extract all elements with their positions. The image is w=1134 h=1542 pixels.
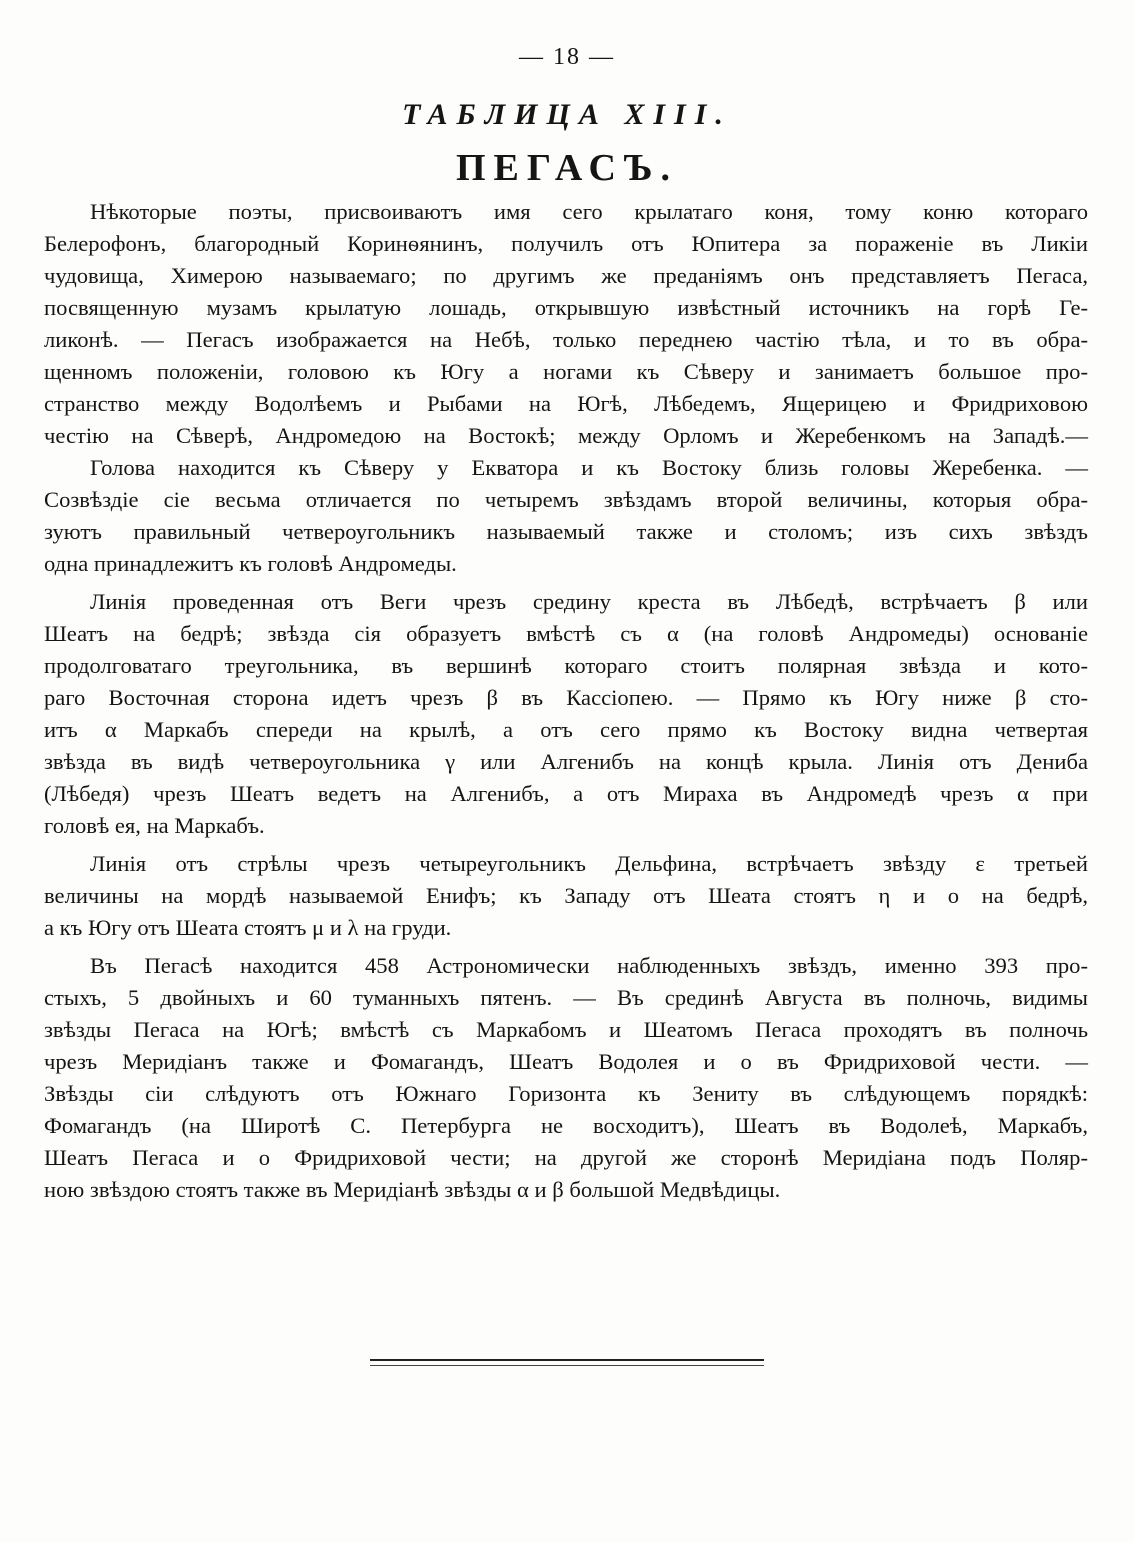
text-line: одна принадлежитъ къ головѣ Андромеды.	[44, 551, 457, 576]
constellation-title: ПЕГАСЪ.	[455, 147, 678, 189]
table-title: ТАБЛИЦА XIII.	[402, 98, 732, 131]
text-line: Шеатъ на бедрѣ; звѣзда сія образуетъ вмѣстѣ съ α (на головѣ Андромеды) основаніе	[44, 621, 1088, 646]
text-line: Голова находится къ Сѣверу у Екватора и къ Востоку близь головы Жеребенка. —	[90, 455, 1088, 480]
text-line: зуютъ правильный четвероугольникъ называемый также и столомъ; изъ сихъ звѣздъ	[44, 519, 1088, 544]
text-line: чудовища, Химерою называемаго; по другимъ же преданіямъ онъ представляетъ Пегаса,	[44, 263, 1088, 288]
text-line: продолговатаго треугольника, въ вершинѣ котораго стоитъ полярная звѣзда и кото-	[44, 653, 1088, 678]
text-line: Нѣкоторые поэты, присвоиваютъ имя сего крылатаго коня, тому коню котораго	[90, 199, 1088, 224]
text-line: а къ Югу отъ Шеата стоятъ μ и λ на груди.	[44, 915, 452, 940]
text-line: (Лѣбедя) чрезъ Шеатъ ведетъ на Алгенибъ, а отъ Мираха въ Андромедѣ чрезъ α при	[44, 781, 1088, 806]
text-line: Созвѣздіе сіе весьма отличается по четыремъ звѣздамъ второй величины, которыя обра-	[44, 487, 1088, 512]
text-line: Въ Пегасѣ находится 458 Астрономически наблюденныхъ звѣздъ, именно 393 про-	[90, 953, 1088, 978]
body-text	[44, 196, 1088, 1206]
text-line: головѣ ея, на Маркабъ.	[44, 813, 265, 838]
page-number: — 18 —	[519, 44, 615, 70]
text-line: Шеатъ Пегаса и ο Фридриховой чести; на другой же сторонѣ Меридіана подъ Поляр-	[44, 1145, 1088, 1170]
text-line: раго Восточная сторона идетъ чрезъ β въ Кассіопею. — Прямо къ Югу ниже β сто-	[44, 685, 1088, 710]
text-line: величины на мордѣ называемой Енифъ; къ Западу отъ Шеата стоятъ η и ο на бедрѣ,	[44, 883, 1088, 908]
text-line: щенномъ положеніи, головою къ Югу а ногами къ Сѣверу и занимаетъ большое про-	[44, 359, 1088, 384]
text-line: странство между Водолѣемъ и Рыбами на Югѣ, Лѣбедемъ, Ящерицею и Фридриховою	[44, 391, 1088, 416]
text-line: Звѣзды сіи слѣдуютъ отъ Южнаго Горизонта къ Зениту въ слѣдующемъ порядкѣ:	[44, 1081, 1088, 1106]
text-line: ликонѣ. — Пегасъ изображается на Небѣ, только переднею частію тѣла, и то въ обра-	[44, 327, 1088, 352]
text-line: ною звѣздою стоятъ также въ Меридіанѣ звѣзды α и β большой Медвѣдицы.	[44, 1177, 781, 1202]
text-line: итъ α Маркабъ спереди на крылѣ, а отъ сего прямо къ Востоку видна четвертая	[44, 717, 1088, 742]
text-line: Белерофонъ, благородный Коринѳянинъ, получилъ отъ Юпитера за пораженіе въ Ликіи	[44, 231, 1088, 256]
text-line: чрезъ Меридіанъ также и Фомагандъ, Шеатъ Водолея и ο въ Фридриховой чести. —	[44, 1049, 1088, 1074]
text-line: Линія проведенная отъ Веги чрезъ средину креста въ Лѣбедѣ, встрѣчаетъ β или	[90, 589, 1088, 614]
text-line: звѣзды Пегаса на Югѣ; вмѣстѣ съ Маркабомъ и Шеатомъ Пегаса проходятъ въ полночь	[44, 1017, 1088, 1042]
bottom-rule	[370, 1359, 764, 1361]
text-line: Фомагандъ (на Широтѣ С. Петербурга не восходитъ), Шеатъ въ Водолеѣ, Маркабъ,	[44, 1113, 1088, 1138]
text-line: честію на Сѣверѣ, Андромедою на Востокѣ; между Орломъ и Жеребенкомъ на Западѣ.—	[44, 423, 1088, 448]
text-line: посвященную музамъ крылатую лошадь, открывшую извѣстный источникъ на горѣ Ге-	[44, 295, 1088, 320]
text-line: стыхъ, 5 двойныхъ и 60 туманныхъ пятенъ. — Въ срединѣ Августа въ полночь, видимы	[44, 985, 1088, 1010]
text-line: Линія отъ стрѣлы чрезъ четыреугольникъ Дельфина, встрѣчаетъ звѣзду ε третьей	[90, 851, 1088, 876]
text-line: звѣзда въ видѣ четвероугольника γ или Алгенибъ на концѣ крыла. Линія отъ Дениба	[44, 749, 1088, 774]
